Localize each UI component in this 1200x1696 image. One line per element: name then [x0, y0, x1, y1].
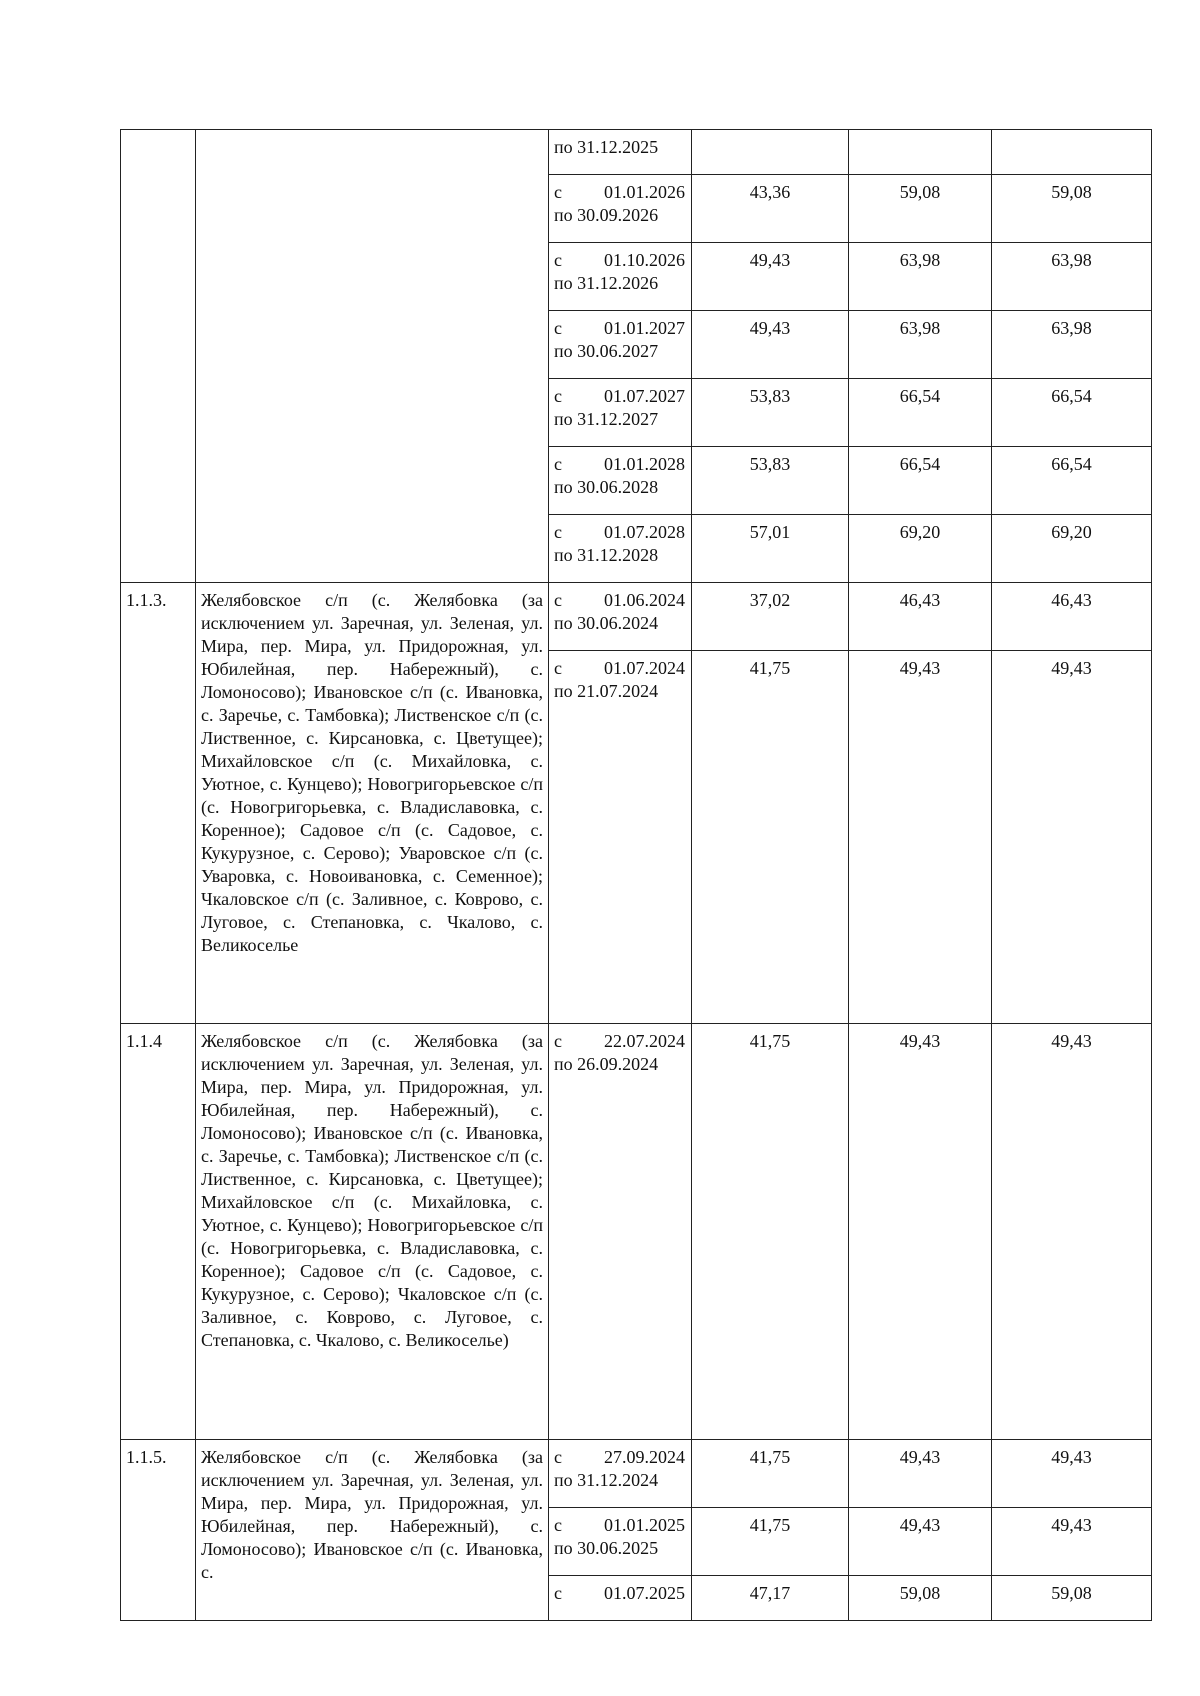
period-from: 01.07.2025: [604, 1583, 685, 1603]
row-number-cell: 1.1.5.: [121, 1440, 196, 1621]
table-row: [121, 1024, 1152, 1440]
table-row: [121, 1440, 1152, 1508]
value-cell: 66,54: [992, 447, 1152, 515]
period-from: 01.06.2024: [604, 590, 685, 610]
period-cell: [549, 311, 692, 379]
period-cell: [549, 379, 692, 447]
area-cell: [196, 1440, 549, 1621]
period-prefix: с: [554, 182, 562, 202]
value-cell: 47,17: [692, 1576, 849, 1621]
value-cell: 49,43: [849, 1024, 992, 1440]
value-cell: 59,08: [992, 175, 1152, 243]
period-cell: [549, 175, 692, 243]
period-prefix: с: [554, 250, 562, 270]
value-cell: 59,08: [992, 1576, 1152, 1621]
value-cell: 46,43: [849, 583, 992, 651]
value-cell: 63,98: [992, 243, 1152, 311]
period-prefix: с: [554, 454, 562, 474]
period-from: 01.07.2024: [604, 658, 685, 678]
period-from: 27.09.2024: [604, 1447, 685, 1467]
period-to: по 30.06.2025: [554, 1538, 659, 1558]
period-cell: [549, 130, 692, 175]
value-cell: 49,43: [692, 311, 849, 379]
period-to: по 30.06.2024: [554, 613, 659, 633]
value-cell: 57,01: [692, 515, 849, 583]
period-cell: [549, 1024, 692, 1440]
period-cell: [549, 583, 692, 651]
value-cell: 43,36: [692, 175, 849, 243]
value-cell: 49,43: [992, 1440, 1152, 1508]
area-text: Желябовское с/п (с. Желябовка (за исключением ул. Заречная, ул. Зеленая, ул. Мира, пер. Мира, ул. Придорожная, ул. Юбилейная, пер. Набережный), с. Ломоносово); Ивановское с/п (с. Ивановка, с.: [201, 1447, 543, 1582]
value-cell: 49,43: [992, 651, 1152, 1024]
value-cell: 41,75: [692, 1508, 849, 1576]
period-from: 01.10.2026: [604, 250, 685, 270]
period-to: по 30.06.2027: [554, 341, 659, 361]
period-cell: [549, 447, 692, 515]
value-cell: [692, 130, 849, 175]
value-cell: 49,43: [992, 1024, 1152, 1440]
table-row: [121, 130, 1152, 175]
value-cell: 59,08: [849, 1576, 992, 1621]
value-cell: 41,75: [692, 1024, 849, 1440]
period-from: 01.07.2027: [604, 386, 685, 406]
period-prefix: с: [554, 1447, 562, 1467]
value-cell: 49,43: [692, 243, 849, 311]
value-cell: 46,43: [992, 583, 1152, 651]
area-cell: [196, 1024, 549, 1440]
value-cell: 49,43: [992, 1508, 1152, 1576]
tariff-table: [120, 129, 1152, 1621]
period-prefix: с: [554, 386, 562, 406]
period-prefix: с: [554, 522, 562, 542]
value-cell: 53,83: [692, 447, 849, 515]
area-text: Желябовское с/п (с. Желябовка (за исключением ул. Заречная, ул. Зеленая, ул. Мира, пер. Мира, ул. Придорожная, ул. Юбилейная, пер. Набережный), с. Ломоносово); Ивановское с/п (с. Ивановка, с. Заречье, с. Тамбовка); Лиственское с/п (с. Лиственное, с. Кирсановка, с. Цветущее); Михайловское с/п (с. Михайловка, с. Уютное, с. Кунцево); Новогригорьевское с/п (с. Новогригорьевка, с. Владиславовка, с. Коренное); Садовое с/п (с. Садовое, с. Кукурузное, с. Серово); Чкаловское с/п (с. Заливное, с. Коврово, с. Луговое, с. Степановка, с. Чкалово, с. Великоселье): [201, 1031, 543, 1350]
period-from: 22.07.2024: [604, 1031, 685, 1051]
period-prefix: с: [554, 1515, 562, 1535]
value-cell: [992, 130, 1152, 175]
row-number-cell: 1.1.4: [121, 1024, 196, 1440]
period-to: по 31.12.2026: [554, 273, 659, 293]
area-cell: [196, 583, 549, 1024]
period-from: 01.01.2025: [604, 1515, 685, 1535]
period-prefix: с: [554, 1583, 562, 1603]
table-row: [121, 583, 1152, 651]
period-prefix: с: [554, 318, 562, 338]
period-cell: [549, 651, 692, 1024]
row-number-cell: [121, 130, 196, 583]
value-cell: 69,20: [992, 515, 1152, 583]
value-cell: 41,75: [692, 651, 849, 1024]
period-to: по 31.12.2028: [554, 545, 659, 565]
period-cell: [549, 1508, 692, 1576]
value-cell: 37,02: [692, 583, 849, 651]
value-cell: 41,75: [692, 1440, 849, 1508]
period-prefix: с: [554, 590, 562, 610]
period-to: по 31.12.2025: [554, 137, 659, 157]
area-cell: [196, 130, 549, 583]
value-cell: 49,43: [849, 1508, 992, 1576]
period-from: 01.01.2028: [604, 454, 685, 474]
value-cell: 63,98: [992, 311, 1152, 379]
period-prefix: с: [554, 1031, 562, 1051]
period-cell: [549, 1576, 692, 1621]
period-to: по 30.09.2026: [554, 205, 659, 225]
value-cell: 49,43: [849, 651, 992, 1024]
value-cell: 49,43: [849, 1440, 992, 1508]
period-prefix: с: [554, 658, 562, 678]
period-to: по 31.12.2024: [554, 1470, 659, 1490]
period-to: по 31.12.2027: [554, 409, 659, 429]
area-text: Желябовское с/п (с. Желябовка (за исключением ул. Заречная, ул. Зеленая, ул. Мира, пер. Мира, ул. Придорожная, ул. Юбилейная, пер. Набережный), с. Ломоносово); Ивановское с/п (с. Ивановка, с. Заречье, с. Тамбовка); Лиственское с/п (с. Лиственное, с. Кирсановка, с. Цветущее); Михайловское с/п (с. Михайловка, с. Уютное, с. Кунцево); Новогригорьевское с/п (с. Новогригорьевка, с. Владиславовка, с. Коренное); Садовое с/п (с. Садовое, с. Кукурузное, с. Серово); Уваровское с/п (с. Уваровка, с. Новоивановка, с. Семенное); Чкаловское с/п (с. Заливное, с. Коврово, с. Луговое, с. Степановка, с. Чкалово, с. Великоселье: [201, 590, 543, 955]
period-to: по 26.09.2024: [554, 1054, 659, 1074]
period-from: 01.01.2027: [604, 318, 685, 338]
period-cell: [549, 1440, 692, 1508]
value-cell: 66,54: [992, 379, 1152, 447]
period-cell: [549, 515, 692, 583]
value-cell: 66,54: [849, 379, 992, 447]
period-from: 01.01.2026: [604, 182, 685, 202]
row-number-cell: 1.1.3.: [121, 583, 196, 1024]
value-cell: 66,54: [849, 447, 992, 515]
period-cell: [549, 243, 692, 311]
value-cell: 53,83: [692, 379, 849, 447]
period-to: по 21.07.2024: [554, 681, 659, 701]
period-to: по 30.06.2028: [554, 477, 659, 497]
value-cell: 69,20: [849, 515, 992, 583]
value-cell: [849, 130, 992, 175]
value-cell: 63,98: [849, 311, 992, 379]
value-cell: 59,08: [849, 175, 992, 243]
value-cell: 63,98: [849, 243, 992, 311]
period-from: 01.07.2028: [604, 522, 685, 542]
